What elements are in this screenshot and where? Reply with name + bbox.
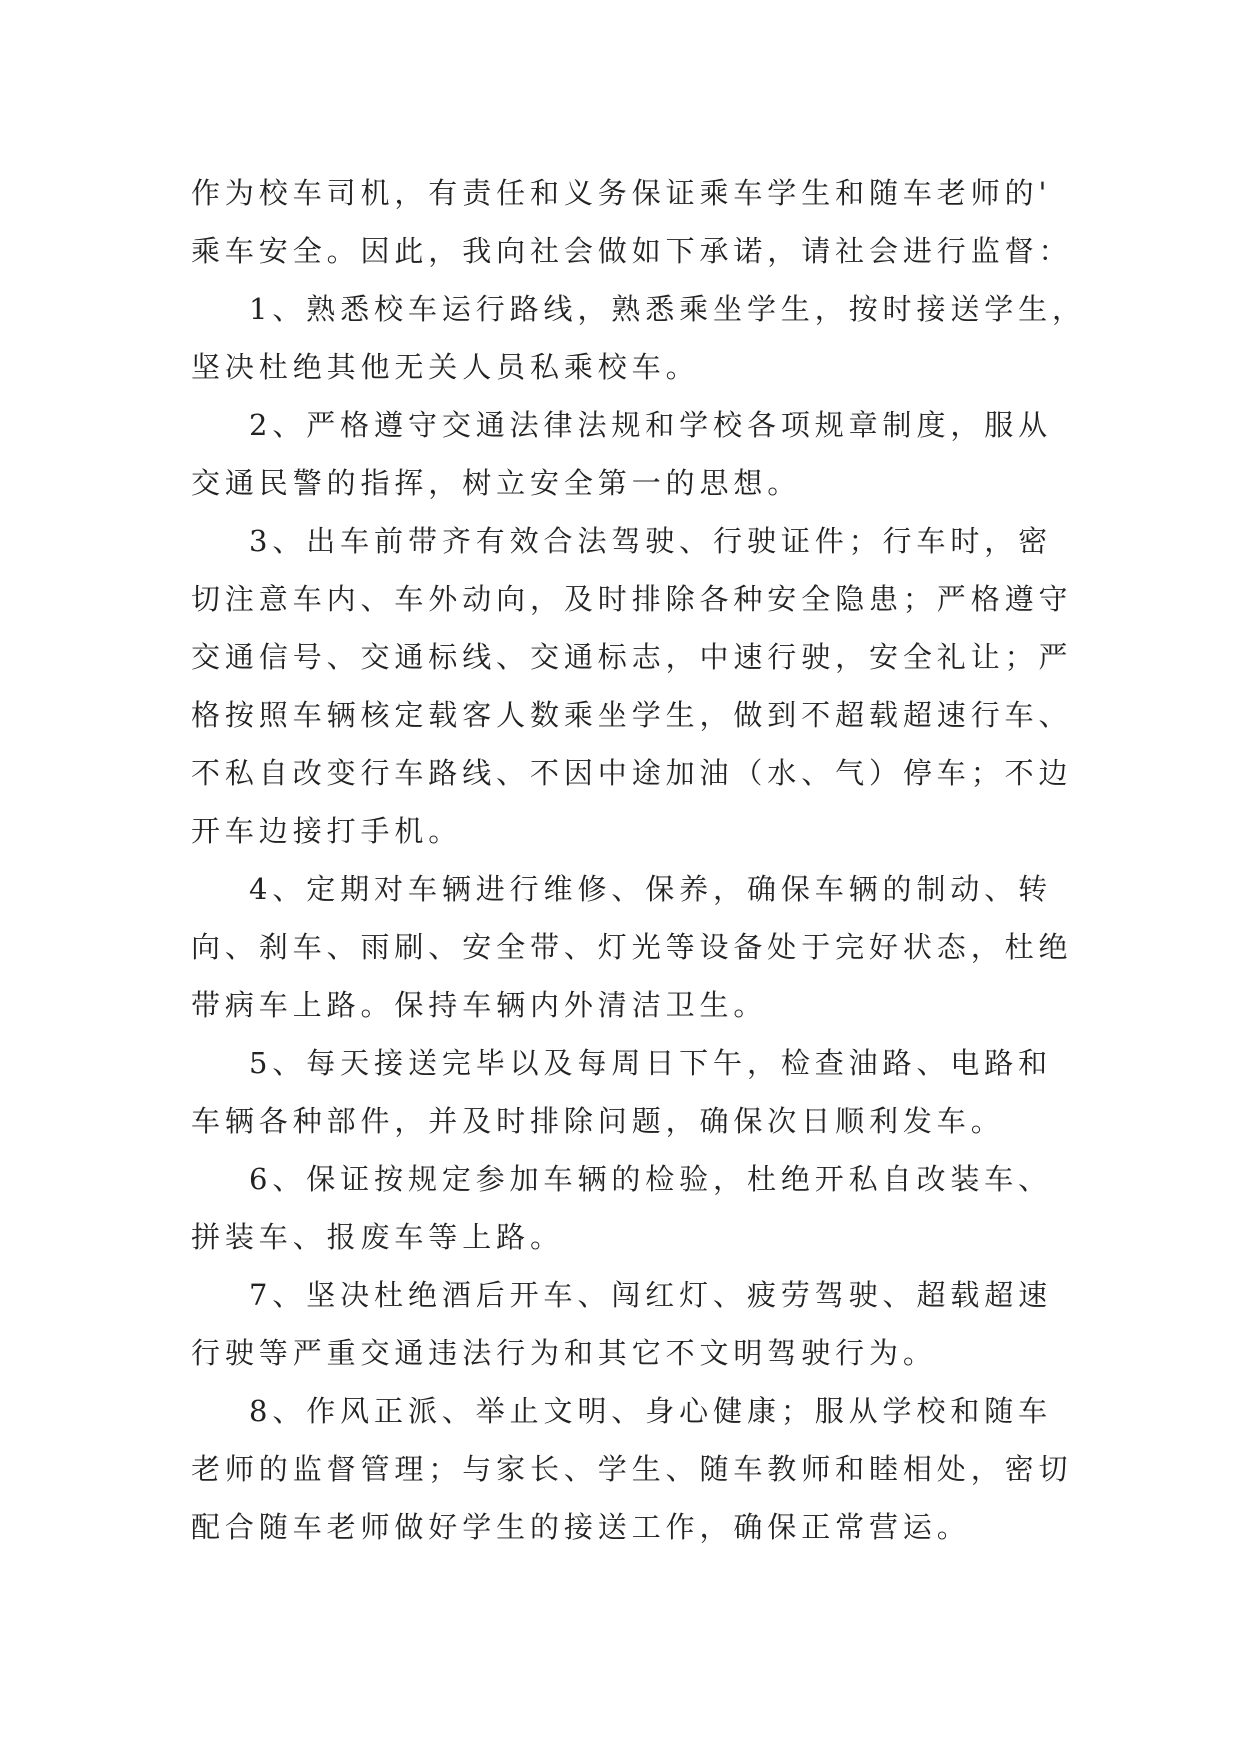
- text-line: 7、坚决杜绝酒后开车、闯红灯、疲劳驾驶、超载超速: [249, 1278, 1053, 1312]
- text-line: 拼装车、报废车等上路。: [191, 1220, 564, 1254]
- commitment-item-2: [191, 396, 1071, 512]
- commitment-item-4: [191, 860, 1071, 1034]
- text-line: 2、严格遵守交通法律法规和学校各项规章制度，服从: [249, 408, 1053, 442]
- intro-paragraph: [191, 164, 1071, 280]
- text-line: 切注意车内、车外动向，及时排除各种安全隐患；严格遵守: [191, 582, 1073, 616]
- text-line: 配合随车老师做好学生的接送工作，确保正常营运。: [191, 1510, 971, 1544]
- text-line: 带病车上路。保持车辆内外清洁卫生。: [191, 988, 768, 1022]
- text-line: 格按照车辆核定载客人数乘坐学生，做到不超载超速行车、: [191, 698, 1073, 732]
- text-line: 不私自改变行车路线、不因中途加油（水、气）停车；不边: [191, 756, 1073, 790]
- text-line: 开车边接打手机。: [191, 814, 463, 848]
- commitment-item-3: [191, 512, 1071, 860]
- text-line: 8、作风正派、举止文明、身心健康；服从学校和随车: [249, 1394, 1053, 1428]
- text-line: 作为校车司机，有责任和义务保证乘车学生和随车老师的': [191, 176, 1052, 210]
- text-line: 乘车安全。因此，我向社会做如下承诺，请社会进行监督：: [191, 234, 1073, 268]
- text-line: 5、每天接送完毕以及每周日下午，检查油路、电路和: [249, 1046, 1053, 1080]
- document-body: [191, 164, 1086, 1556]
- text-line: 行驶等严重交通违法行为和其它不文明驾驶行为。: [191, 1336, 937, 1370]
- text-line: 6、保证按规定参加车辆的检验，杜绝开私自改装车、: [249, 1162, 1053, 1196]
- text-line: 老师的监督管理；与家长、学生、随车教师和睦相处，密切: [191, 1452, 1073, 1486]
- commitment-item-1: [191, 280, 1086, 396]
- text-line: 3、出车前带齐有效合法驾驶、行驶证件；行车时，密: [249, 524, 1053, 558]
- text-line: 交通信号、交通标线、交通标志，中速行驶，安全礼让；严: [191, 640, 1073, 674]
- commitment-item-6: [191, 1150, 1071, 1266]
- text-line: 交通民警的指挥，树立安全第一的思想。: [191, 466, 802, 500]
- commitment-item-5: [191, 1034, 1071, 1150]
- commitment-item-7: [191, 1266, 1071, 1382]
- text-line: 车辆各种部件，并及时排除问题，确保次日顺利发车。: [191, 1104, 1005, 1138]
- text-line: 4、定期对车辆进行维修、保养，确保车辆的制动、转: [249, 872, 1053, 906]
- text-line: 1、熟悉校车运行路线，熟悉乘坐学生，按时接送学生，: [249, 292, 1086, 326]
- commitment-item-8: [191, 1382, 1071, 1556]
- text-line: 向、刹车、雨刷、安全带、灯光等设备处于完好状态，杜绝: [191, 930, 1073, 964]
- text-line: 坚决杜绝其他无关人员私乘校车。: [191, 350, 700, 384]
